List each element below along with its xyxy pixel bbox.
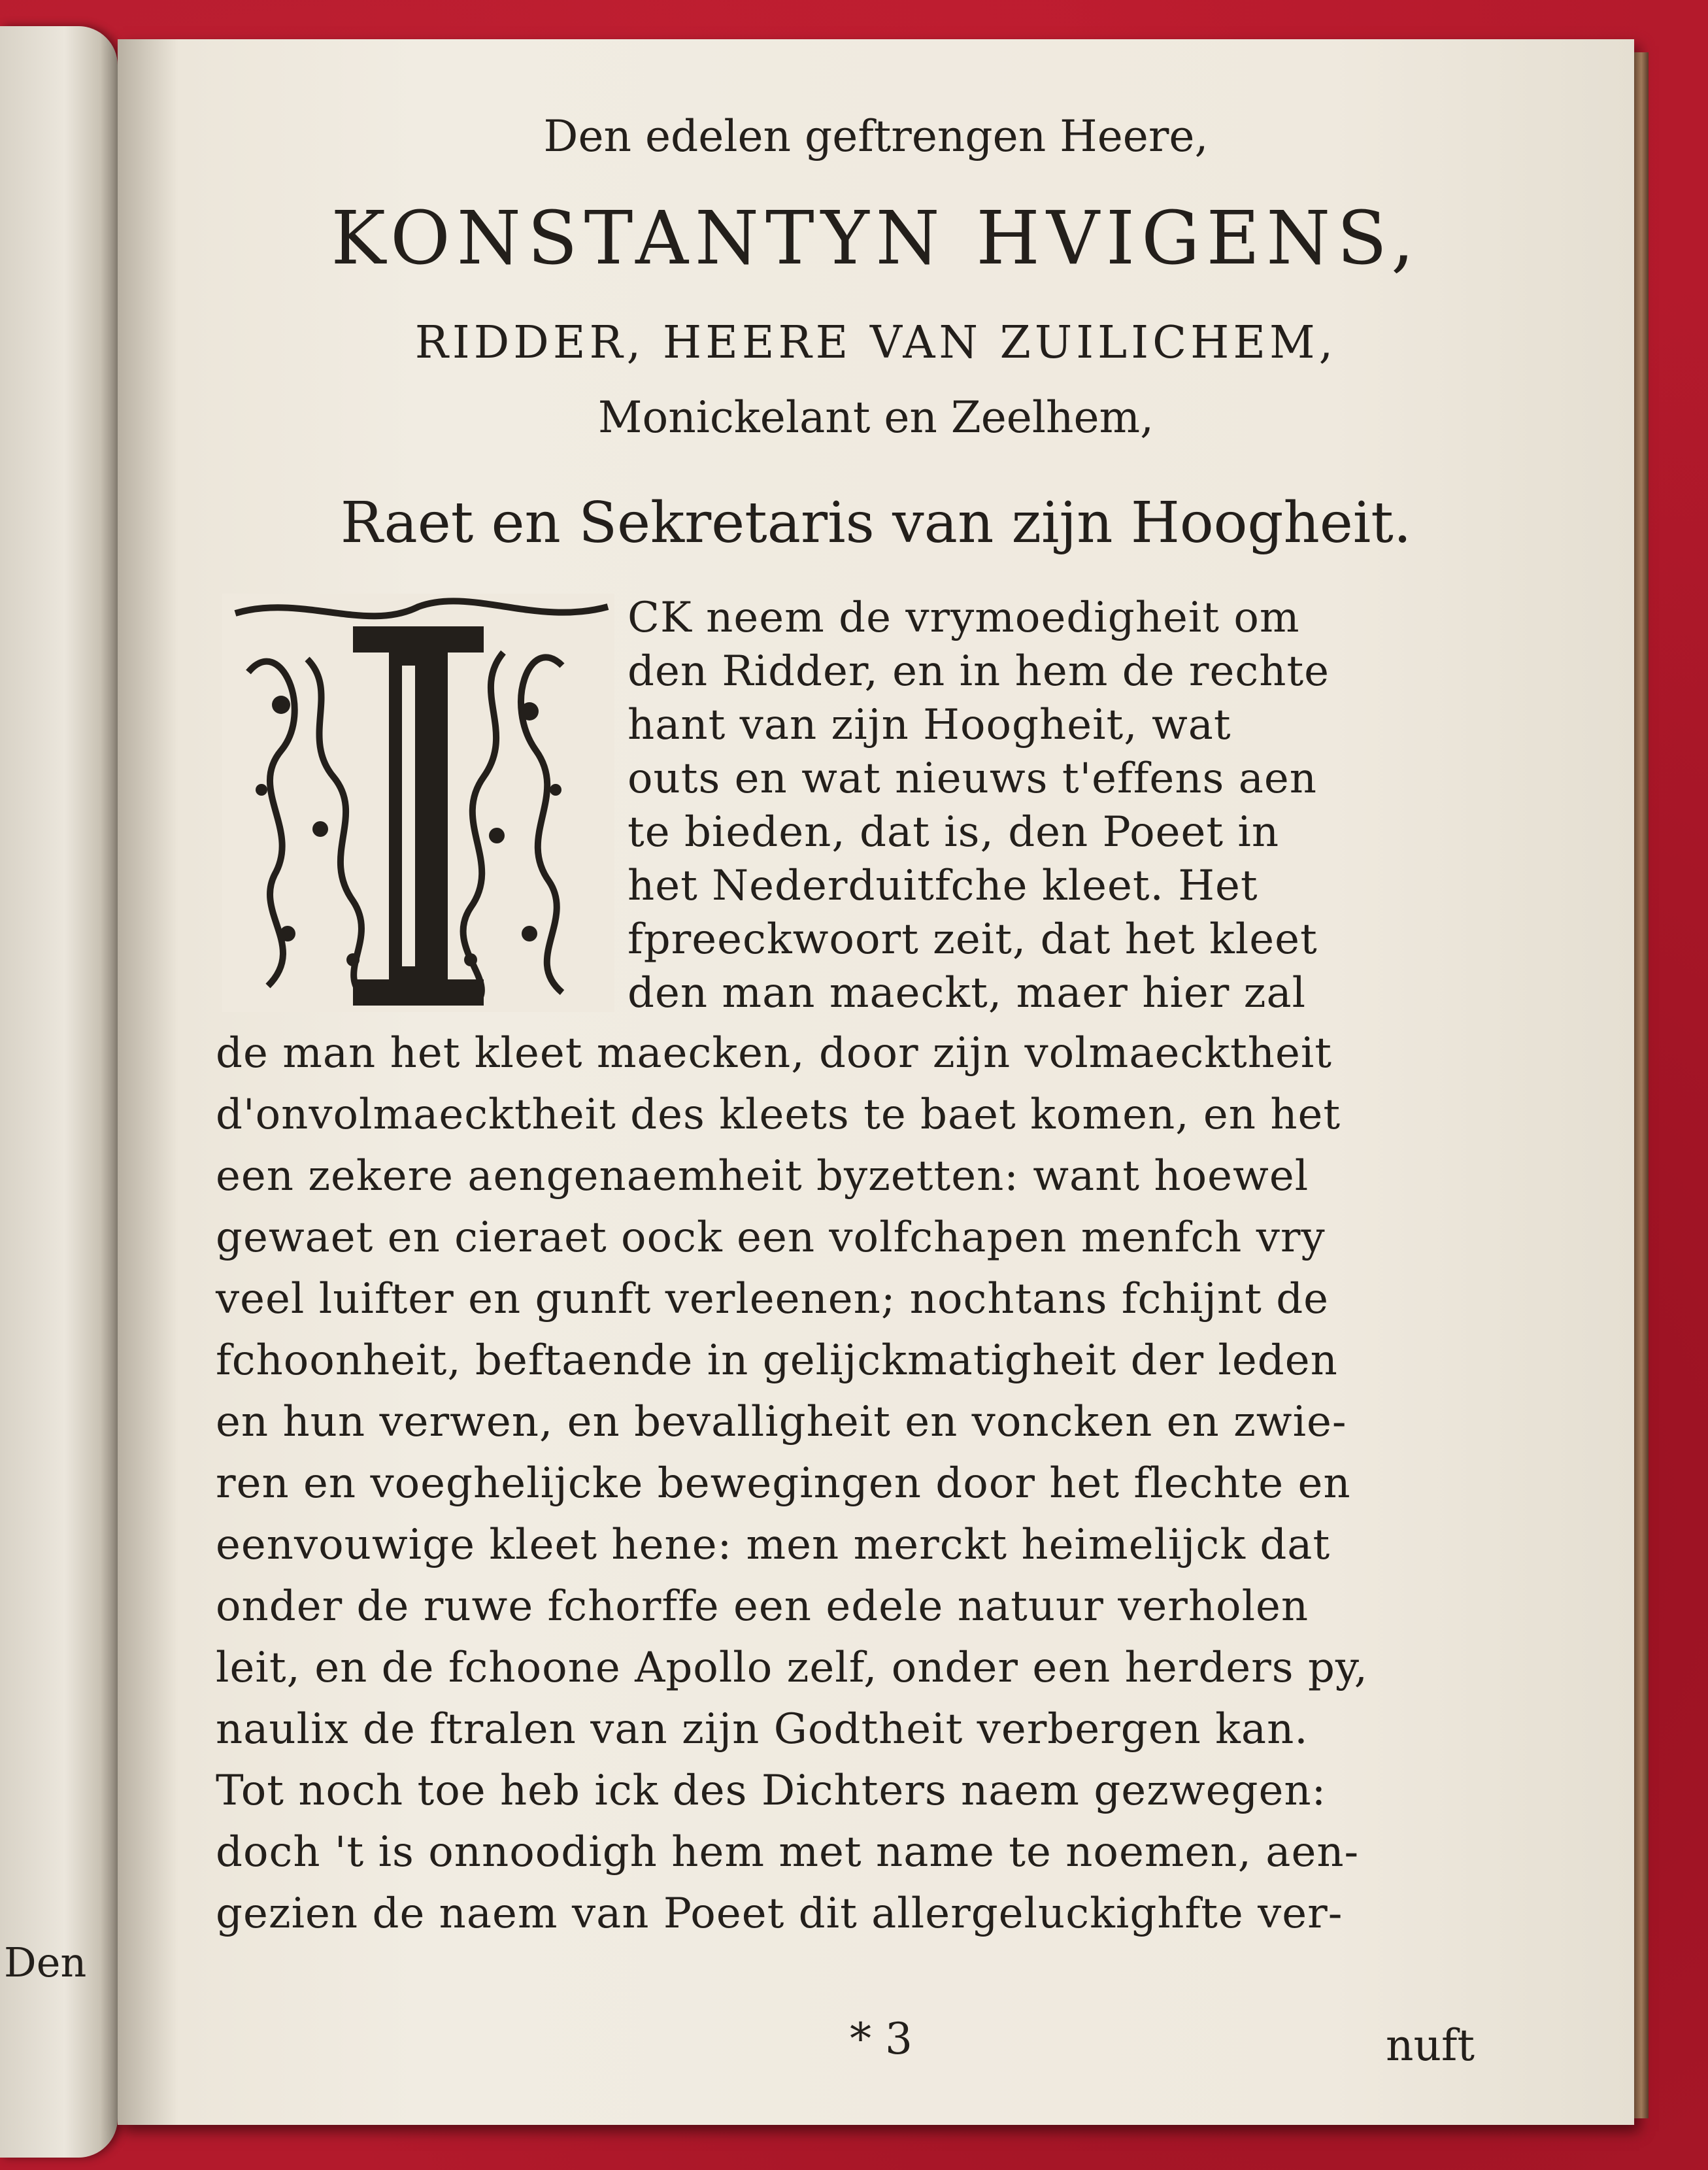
body-line-18: onder de ruwe fchorffe een edele natuur verholen <box>216 1582 1309 1631</box>
dedicatee-title: RIDDER, HEERE VAN ZUILICHEM, <box>414 317 1337 369</box>
body-line-23: gezien de naem van Poeet dit allergeluckighfte ver- <box>216 1890 1343 1938</box>
book-page <box>118 39 1634 2125</box>
body-line-13: veel luifter en gunft verleenen; nochtans fchijnt de <box>216 1275 1330 1323</box>
dedicatee-name: KONSTANTYN HVIGENS, <box>331 196 1421 281</box>
body-line-1: CK neem de vrymoedigheit om <box>628 594 1300 642</box>
body-line-4: outs en wat nieuws t'effens aen <box>628 754 1317 803</box>
left-page-catchword: Den <box>4 1939 87 1986</box>
decorated-initial-i <box>222 594 614 1012</box>
catchword: nuft <box>1386 2020 1475 2071</box>
body-line-5: te bieden, dat is, den Poeet in <box>628 808 1280 856</box>
page-edge <box>1634 52 1649 2118</box>
signature-mark: * 3 <box>850 2014 913 2064</box>
body-line-14: fchoonheit, beftaende in gelijckmatigheit der leden <box>216 1336 1338 1385</box>
body-line-19: leit, en de fchoone Apollo zelf, onder een herders py, <box>216 1644 1368 1692</box>
body-line-12: gewaet en cieraet oock een volfchapen menfch vry <box>216 1213 1326 1262</box>
dedication-line: Den edelen geftrengen Heere, <box>543 111 1209 161</box>
body-line-10: d'onvolmaecktheit des kleets te baet komen, en het <box>216 1091 1341 1139</box>
dedicatee-lands: Monickelant en Zeelhem, <box>597 392 1154 443</box>
body-line-17: eenvouwige kleet hene: men merckt heimelijck dat <box>216 1521 1331 1569</box>
body-line-22: doch 't is onnoodigh hem met name te noemen, aen- <box>216 1828 1360 1876</box>
body-line-15: en hun verwen, en bevalligheit en voncken en zwie- <box>216 1398 1347 1446</box>
body-line-2: den Ridder, en in hem de rechte <box>628 647 1330 696</box>
body-line-9: de man het kleet maecken, door zijn volmaecktheit <box>216 1029 1332 1077</box>
body-line-8: den man maeckt, maer hier zal <box>628 969 1307 1017</box>
body-line-11: een zekere aengenaemheit byzetten: want hoewel <box>216 1152 1309 1200</box>
body-line-3: hant van zijn Hoogheit, wat <box>628 701 1231 749</box>
body-line-6: het Nederduitfche kleet. Het <box>628 862 1258 910</box>
body-line-16: ren en voeghelijcke bewegingen door het flechte en <box>216 1459 1351 1508</box>
body-line-7: fpreeckwoort zeit, dat het kleet <box>628 915 1318 964</box>
body-line-21: Tot noch toe heb ick des Dichters naem gezwegen: <box>216 1767 1327 1815</box>
left-page <box>0 26 118 2158</box>
dedicatee-office: Raet en Sekretaris van zijn Hoogheit. <box>340 490 1412 556</box>
body-line-20: naulix de ftralen van zijn Godtheit verbergen kan. <box>216 1705 1309 1754</box>
